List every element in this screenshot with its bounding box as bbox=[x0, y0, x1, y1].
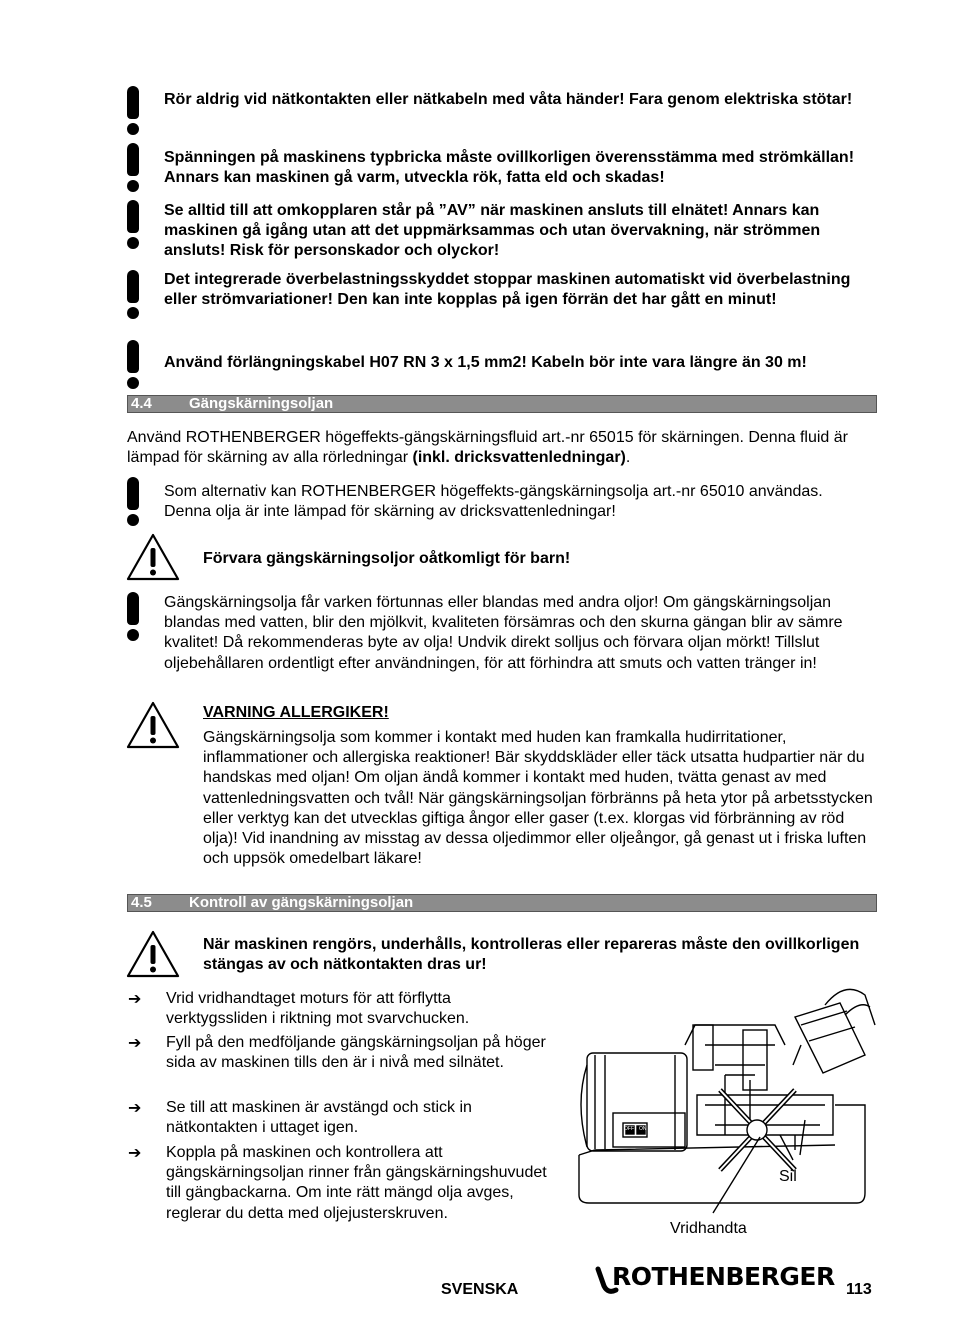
intro-end: . bbox=[625, 449, 631, 467]
step-2: Fyll på den medföljande gängskärningsoljan på höger sida av maskinen tills den är i nivå med silnätet. bbox=[166, 1034, 546, 1072]
warning-overload: Det integrerade överbelastningsskyddet stoppar maskinen automatiskt vid överbelastning eller strömvariationer! Den kan inte kopplas på igen förrän det har gått en minut! bbox=[164, 271, 851, 309]
warning-triangle-icon bbox=[126, 701, 180, 749]
exclamation-icon bbox=[126, 340, 140, 388]
intro-text: Använd ROTHENBERGER högeffekts-gängskärningsfluid art.-nr 65015 för skärningen. Denna fluid är lämpad för skärning av alla rörledningar bbox=[127, 429, 848, 467]
section-number: 4.5 bbox=[131, 894, 152, 911]
allergy-text: Gängskärningsolja som kommer i kontakt med huden kan framkalla hudirritationer, inflammationer och allergiska reaktioner! Bär skyddskläder eller täck utsatta hudpartier när du handskas med oljan! Om oljan ändå kommer i kontakt med huden, tvätta genast av med vattenledningsvatten och tvål! När gängskärningsoljan förbränns på heta ytor på arbetsstycken eller verktyg kan det utvecklas giftiga ångor eller gaser (t.ex. klorgas vid förbränning av röd olja)! Vid inandning av misstag av dessa oljedimmor eller oljeångor, gå genast ut i friska luften och uppsök omedelbart läkare! bbox=[203, 729, 873, 868]
section-header-4-4 bbox=[127, 395, 877, 413]
warning-extension-cable: Använd förlängningskabel H07 RN 3 x 1,5 mm2! Kabeln bör inte vara längre än 30 m! bbox=[164, 354, 807, 371]
arrow-right-icon: ➔ bbox=[128, 1143, 142, 1162]
figure-label-vridhandta: Vridhandta bbox=[670, 1220, 747, 1237]
exclamation-icon bbox=[126, 477, 140, 525]
figure-label-sil: Sil bbox=[779, 1168, 797, 1185]
warning-triangle-icon bbox=[126, 533, 180, 581]
warning-wet-hands: Rör aldrig vid nätkontakten eller nätkabeln med våta händer! Fara genom elektriska stötar! bbox=[164, 91, 853, 108]
step-4: Koppla på maskinen och kontrollera att gängskärningsoljan rinner från gängskärningshuvudet till gängbackarna. Om inte rätt mängd olja avges, reglerar du detta med oljejusterskruven. bbox=[166, 1144, 547, 1222]
exclamation-icon bbox=[126, 86, 140, 134]
step-1: Vrid vridhandtaget moturs för att förflytta verktygssliden i riktning mot svarvchucken. bbox=[166, 990, 470, 1028]
alternative-oil-note: Som alternativ kan ROTHENBERGER högeffekts-gängskärningsolja art.-nr 65010 användas. Denna olja är inte lämpad för skärning av dricksvattenledningar! bbox=[164, 483, 823, 521]
arrow-right-icon: ➔ bbox=[128, 1033, 142, 1052]
arrow-right-icon: ➔ bbox=[128, 1098, 142, 1117]
page-number: 113 bbox=[846, 1281, 872, 1298]
intro-bold-text: (inkl. dricksvattenledningar) bbox=[412, 449, 626, 467]
warning-triangle-icon bbox=[126, 930, 180, 978]
machine-illustration bbox=[565, 985, 880, 1240]
section-header-4-5 bbox=[127, 894, 877, 912]
switch-label-on: ON bbox=[639, 1126, 647, 1132]
warning-voltage: Spänningen på maskinens typbricka måste ovillkorligen överensstämma med strömkällan! Annars kan maskinen gå varm, utveckla rök, fatta eld och skadas! bbox=[164, 149, 855, 187]
children-warning: Förvara gängskärningsoljor oåtkomligt för barn! bbox=[203, 550, 571, 567]
step-3: Se till att maskinen är avstängd och stick in nätkontakten i uttaget igen. bbox=[166, 1099, 472, 1137]
footer-brand-logo: ROTHENBERGER bbox=[612, 1262, 835, 1291]
maintenance-warning: När maskinen rengörs, underhålls, kontrolleras eller repareras måste den ovillkorligen stängas av och nätkontakten dras ur! bbox=[203, 936, 860, 974]
arrow-right-icon: ➔ bbox=[128, 989, 142, 1008]
exclamation-icon bbox=[126, 270, 140, 318]
exclamation-icon bbox=[126, 592, 140, 640]
section-number: 4.4 bbox=[131, 395, 152, 412]
section-title: Gängskärningsoljan bbox=[189, 395, 334, 412]
footer-language: SVENSKA bbox=[441, 1281, 519, 1298]
allergy-title: VARNING ALLERGIKER! bbox=[203, 704, 389, 721]
section-title: Kontroll av gängskärningsoljan bbox=[189, 894, 414, 911]
exclamation-icon bbox=[126, 143, 140, 191]
switch-label-off: OFF bbox=[624, 1126, 634, 1132]
exclamation-icon bbox=[126, 200, 140, 248]
section-intro bbox=[127, 428, 877, 468]
mixing-note: Gängskärningsolja får varken förtunnas eller blandas med andra oljor! Om gängskärningsoljan blandas med vatten, blir den mjölkvit, kvaliteten försämras och den skurna gängan blir av sämre kvalitet! Då rekommenderas byte av olja! Undvik direkt solljus och förvara oljan mörkt! Tillslut oljebehållaren ordentligt efter användningen, för att förhindra att smuts och vatten tränger in! bbox=[164, 594, 843, 672]
warning-switch-off: Se alltid till att omkopplaren står på ”AV” när maskinen ansluts till elnätet! Annars kan maskinen gå igång utan att det uppmärksammas och utan övervakning, när strömmen ansluts! Risk för personskador och olyckor! bbox=[164, 202, 821, 260]
